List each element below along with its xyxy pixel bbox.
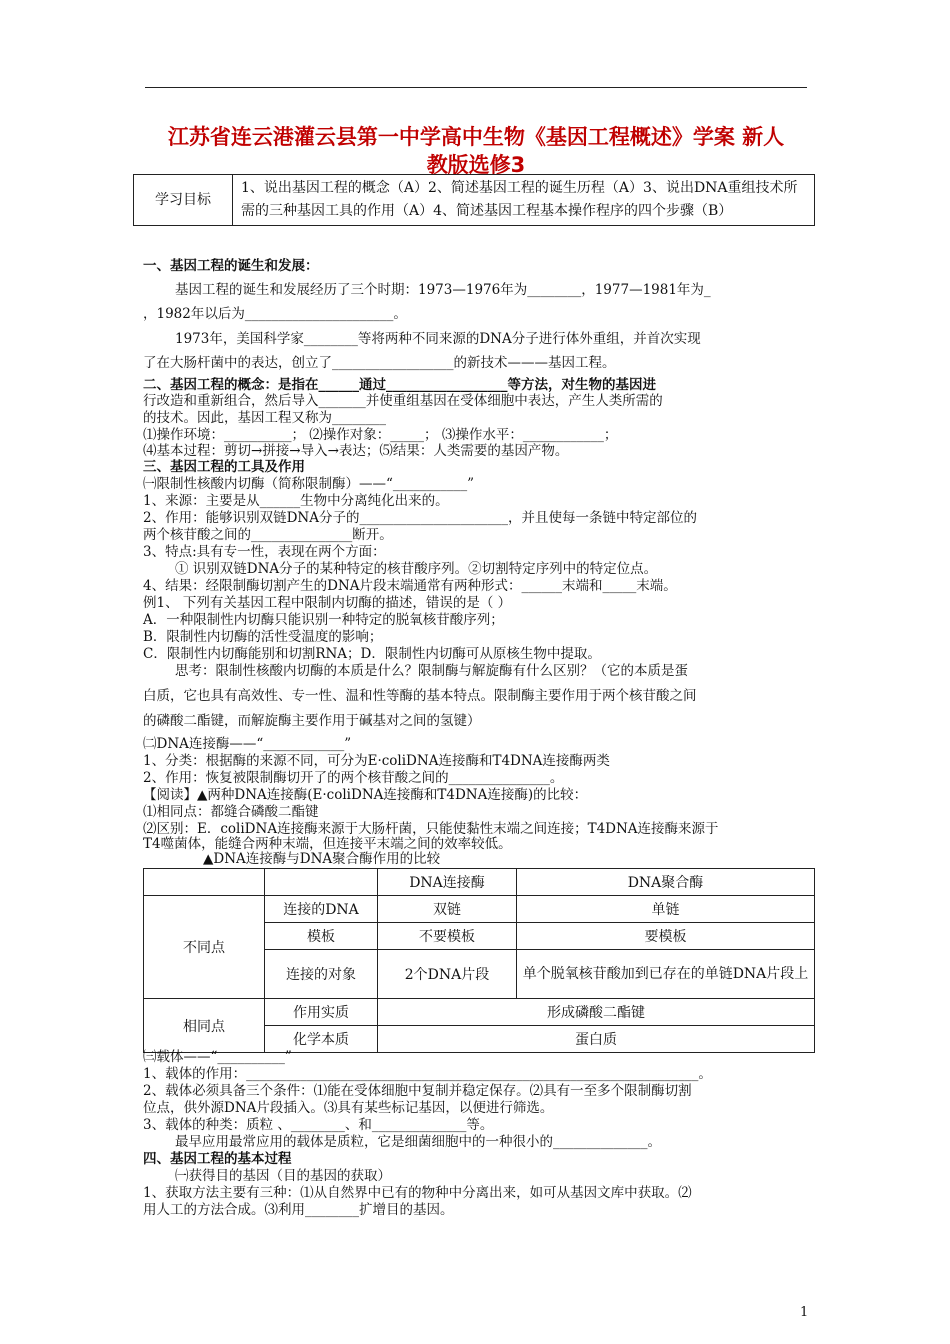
- text-line: ⑴操作环境：__________； ⑵操作对象：_____； ⑶操作水平：____________；: [143, 427, 618, 443]
- section-heading: 一、基因工程的诞生和发展：: [143, 258, 319, 274]
- text-line: 最早应用最常应用的载体是质粒，它是细菌细胞中的一种很小的______________。: [175, 1134, 661, 1150]
- table-cell: 双链: [378, 896, 517, 923]
- table-cell: 不要模板: [378, 923, 517, 950]
- text-line: ㈠获得目的基因（目的基因的获取）: [175, 1168, 391, 1184]
- text-line: 3、载体的种类：质粒 、________、和______________等。: [143, 1117, 494, 1133]
- table-cell: 化学本质: [265, 1026, 378, 1053]
- text-line: 两个核苷酸之间的_______________断开。: [143, 527, 393, 543]
- text-line: 【阅读】▲两种DNA连接酶(E·coliDNA连接酶和T4DNA连接酶)的比较：: [143, 787, 588, 803]
- text-line: 例1、 下列有关基因工程中限制内切酶的描述，错误的是（ ）: [143, 595, 512, 611]
- text-line: B．限制性内切酶的活性受温度的影响；: [143, 629, 383, 645]
- text-line: ㈢载体——“__________”: [143, 1049, 292, 1065]
- text-line: 了在大肠杆菌中的表达，创立了__________________的新技术———基因工程。: [143, 355, 616, 371]
- table-caption: ▲DNA连接酶与DNA聚合酶作用的比较: [203, 851, 441, 867]
- section-heading: 四、基因工程的基本过程: [143, 1151, 292, 1167]
- text-line: ㈠限制性核酸内切酶（简称限制酶）——“___________”: [143, 476, 475, 492]
- title-line-1: 江苏省连云港灌云县第一中学高中生物《基因工程概述》学案 新人: [167, 125, 785, 149]
- table-diff-label: 不同点: [144, 896, 265, 999]
- text-line: A．一种限制性内切酶只能识别一种特定的脱氧核苷酸序列；: [143, 612, 504, 628]
- ligase-polymerase-table: [143, 868, 815, 1053]
- table-cell: 蛋白质: [378, 1026, 815, 1053]
- goal-text: 1、说出基因工程的概念（A）2、简述基因工程的诞生历程（A）3、说出DNA重组技术所需的三种基因工具的作用（A）4、简述基因工程基本操作程序的四个步骤（B）: [233, 175, 815, 226]
- table-cell: 单链: [517, 896, 815, 923]
- text-line: ⑷基本过程：剪切→拼接→导入→表达；⑸结果：人类需要的基因产物。: [143, 443, 569, 459]
- text-line: 位点，供外源DNA片段插入。⑶具有某些标记基因，以便进行筛选。: [143, 1100, 554, 1116]
- table-cell: 2个DNA片段: [378, 950, 517, 999]
- table-cell: 连接的DNA: [265, 896, 378, 923]
- text-line: 2、作用：恢复被限制酶切开了的两个核苷酸之间的_______________。: [143, 770, 564, 786]
- text-line: 行改造和重新组合，然后导入_______并使重组基因在受体细胞中表达，产生人类所需的: [143, 393, 663, 409]
- table-cell: 单个脱氧核苷酸加到已存在的单链DNA片段上: [517, 950, 815, 999]
- table-cell: 要模板: [517, 923, 815, 950]
- text-line: 的磷酸二酯键，而解旋酶主要作用于碱基对之间的氢键）: [143, 713, 481, 729]
- header-rule: [145, 87, 807, 88]
- table-same-label: 相同点: [144, 999, 265, 1053]
- text-line: 的技术。因此，基因工程又称为________: [143, 410, 386, 426]
- text-line: 1、分类：根据酶的来源不同，可分为E·coliDNA连接酶和T4DNA连接酶两类: [143, 753, 610, 769]
- table-cell: 形成磷酸二酯键: [378, 999, 815, 1026]
- title-line-2: 教版选修3: [426, 153, 526, 177]
- document-title: [140, 123, 812, 179]
- text-line: 1973年，美国科学家________等将两种不同来源的DNA分子进行体外重组，并首次实现: [175, 331, 701, 347]
- text-line: ① 识别双链DNA分子的某种特定的核苷酸序列。②切割特定序列中的特定位点。: [175, 561, 658, 577]
- section-heading: 二、基因工程的概念：是指在______通过__________________等方法，对生物的基因进: [143, 377, 656, 393]
- text-line: 1、来源：主要是从______生物中分离纯化出来的。: [143, 493, 449, 509]
- text-line: 用人工的方法合成。⑶利用________扩增目的基因。: [143, 1202, 454, 1218]
- text-line: 2、载体必须具备三个条件：⑴能在受体细胞中复制并稳定保存。⑵具有一至多个限制酶切割: [143, 1083, 692, 1099]
- table-cell: 作用实质: [265, 999, 378, 1026]
- table-header-polymerase: DNA聚合酶: [517, 869, 815, 896]
- page-number: 1: [800, 1305, 809, 1320]
- text-line: 思考：限制性核酸内切酶的本质是什么？限制酶与解旋酶有什么区别？（它的本质是蛋: [175, 663, 688, 679]
- text-line: 4、结果：经限制酶切割产生的DNA片段末端通常有两种形式：______末端和_____末端。: [143, 578, 677, 594]
- table-cell: 模板: [265, 923, 378, 950]
- text-line: 1、获取方法主要有三种：⑴从自然界中已有的物种中分离出来，如可从基因文库中获取。⑵: [143, 1185, 692, 1201]
- table-header-ligase: DNA连接酶: [378, 869, 517, 896]
- text-line: ⑵区别：E．coliDNA连接酶来源于大肠杆菌，只能使黏性末端之间连接；T4DNA连接酶来源于: [143, 821, 719, 837]
- text-line: 2、作用：能够识别双链DNA分子的______________________，并且使每一条链中特定部位的: [143, 510, 697, 526]
- text-line: ㈡DNA连接酶——“____________”: [143, 736, 352, 752]
- section-heading: 三、基因工程的工具及作用: [143, 459, 305, 475]
- text-line: 白质，它也具有高效性、专一性、温和性等酶的基本特点。限制酶主要作用于两个核苷酸之间: [143, 688, 697, 704]
- text-line: ，1982年以后为______________________。: [143, 306, 407, 322]
- goal-label: 学习目标: [134, 175, 233, 226]
- table-cell: 连接的对象: [265, 950, 378, 999]
- text-line: 1、载体的作用：___________________________________________________________________。: [143, 1066, 712, 1082]
- text-line: T4噬菌体，能缝合两种末端，但连接平末端之间的效率较低。: [143, 836, 512, 852]
- text-line: ⑴相同点：都缝合磷酸二酯键: [143, 804, 319, 820]
- learning-goals-table: [133, 174, 815, 226]
- text-line: C．限制性内切酶能别和切割RNA；D．限制性内切酶可从原核生物中提取。: [143, 646, 601, 662]
- text-line: 3、特点:具有专一性，表现在两个方面：: [143, 544, 386, 560]
- text-line: 基因工程的诞生和发展经历了三个时期：1973—1976年为________，1977—1981年为_: [175, 282, 711, 298]
